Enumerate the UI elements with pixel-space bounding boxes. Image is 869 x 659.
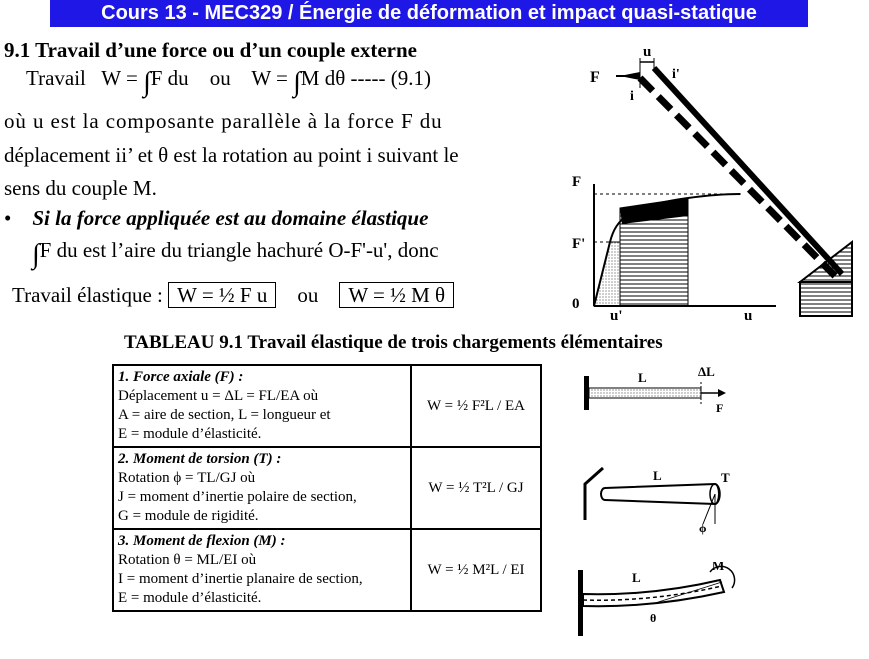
- course-title-banner: Cours 13 - MEC329 / Énergie de déformation et impact quasi-statique: [50, 0, 808, 27]
- eq-w2: W =: [251, 66, 288, 90]
- force-displacement-figure: [560, 38, 869, 320]
- row-line: Rotation θ = ML/EI où: [118, 552, 257, 568]
- eq-or: ou: [209, 66, 231, 90]
- row-formula: W = ½ F²L / EA: [411, 365, 541, 447]
- torsion-shaft: [601, 484, 719, 504]
- area-text: F du est l’aire du triangle hachuré O-F'-u', donc: [39, 238, 439, 262]
- axial-force-figure: [570, 362, 740, 442]
- elastic-work-line: [12, 283, 454, 308]
- row-description: [113, 447, 411, 529]
- ground-support: [800, 282, 852, 316]
- bending-M: M: [712, 562, 725, 573]
- work-equation: [26, 66, 431, 99]
- row-formula: W = ½ T²L / GJ: [411, 447, 541, 529]
- axial-F: F: [716, 401, 724, 415]
- F-axis-label: F: [572, 174, 582, 190]
- torsion-phi: ϕ: [699, 521, 707, 535]
- row-name: 2. Moment de torsion (T) :: [118, 451, 282, 467]
- origin-label: 0: [572, 296, 580, 312]
- bending-beam: [583, 580, 724, 606]
- row-formula: W = ½ M²L / EI: [411, 529, 541, 611]
- elastic-formula-force: W = ½ F u: [168, 282, 276, 308]
- area-sentence: [32, 238, 439, 271]
- u-prime-label: u': [610, 308, 623, 320]
- bending-L: L: [632, 570, 641, 585]
- elastic-label: Travail élastique :: [12, 283, 163, 307]
- u-label: u: [643, 44, 652, 60]
- eq-w: W =: [101, 66, 138, 90]
- axial-L: L: [638, 370, 647, 385]
- table-row: [113, 447, 541, 529]
- table-row: [113, 529, 541, 611]
- table-row: [113, 365, 541, 447]
- section-heading: 9.1 Travail d’une force ou d’un couple externe: [4, 38, 417, 62]
- eq-prefix: Travail: [26, 66, 86, 90]
- torsion-T: T: [721, 470, 730, 485]
- row-line: J = moment d’inertie polaire de section,: [118, 489, 357, 505]
- paragraph-line-1: où u est la composante parallèle à la force F du: [4, 109, 443, 133]
- i-prime-label: i': [672, 67, 680, 82]
- bending-theta: θ: [650, 611, 657, 625]
- row-line: G = module de rigidité.: [118, 508, 259, 524]
- axial-dL: ΔL: [698, 364, 715, 379]
- integral-icon: ∫: [32, 239, 40, 270]
- row-line: A = aire de section, L = longueur et: [118, 407, 331, 423]
- bending-figure: [572, 562, 742, 642]
- row-name: 1. Force axiale (F) :: [118, 369, 244, 385]
- fixed-wall: [584, 376, 589, 410]
- F-prime-label: F': [572, 236, 586, 252]
- elastic-work-table: [112, 364, 542, 612]
- table-title: TABLEAU 9.1 Travail élastique de trois chargements élémentaires: [124, 332, 663, 353]
- row-name: 3. Moment de flexion (M) :: [118, 533, 286, 549]
- F-label: F: [590, 69, 600, 86]
- row-line: E = module d’élasticité.: [118, 426, 262, 442]
- bending-neutral: [583, 586, 722, 600]
- elastic-formula-moment: W = ½ M θ: [339, 282, 454, 308]
- row-line: Déplacement u = ΔL = FL/EA où: [118, 388, 319, 404]
- row-description: [113, 365, 411, 447]
- torsion-L: L: [653, 468, 662, 483]
- integral-icon: ∫: [143, 67, 151, 98]
- paragraph-line-2: déplacement ii’ et θ est la rotation au point i suivant le: [4, 143, 459, 167]
- bullet-icon: •: [4, 206, 12, 230]
- bullet-text: Si la force appliquée est au domaine élastique: [32, 206, 429, 230]
- eq-m: M dθ ----- (9.1): [300, 66, 431, 90]
- paragraph-line-3: sens du couple M.: [4, 176, 157, 200]
- u-axis-label: u: [744, 308, 753, 320]
- elastic-or: ou: [297, 283, 319, 307]
- integral-icon: ∫: [293, 67, 301, 98]
- row-line: I = moment d’inertie planaire de section,: [118, 571, 363, 587]
- row-description: [113, 529, 411, 611]
- bullet-item: [4, 206, 428, 231]
- force-arrow-icon: [718, 389, 726, 397]
- row-line: E = module d’élasticité.: [118, 590, 262, 606]
- axial-bar: [589, 388, 701, 398]
- torsion-figure: [575, 460, 745, 540]
- i-label: i: [630, 89, 634, 104]
- row-line: Rotation ϕ = TL/GJ où: [118, 470, 256, 486]
- eq-f: F du: [150, 66, 189, 90]
